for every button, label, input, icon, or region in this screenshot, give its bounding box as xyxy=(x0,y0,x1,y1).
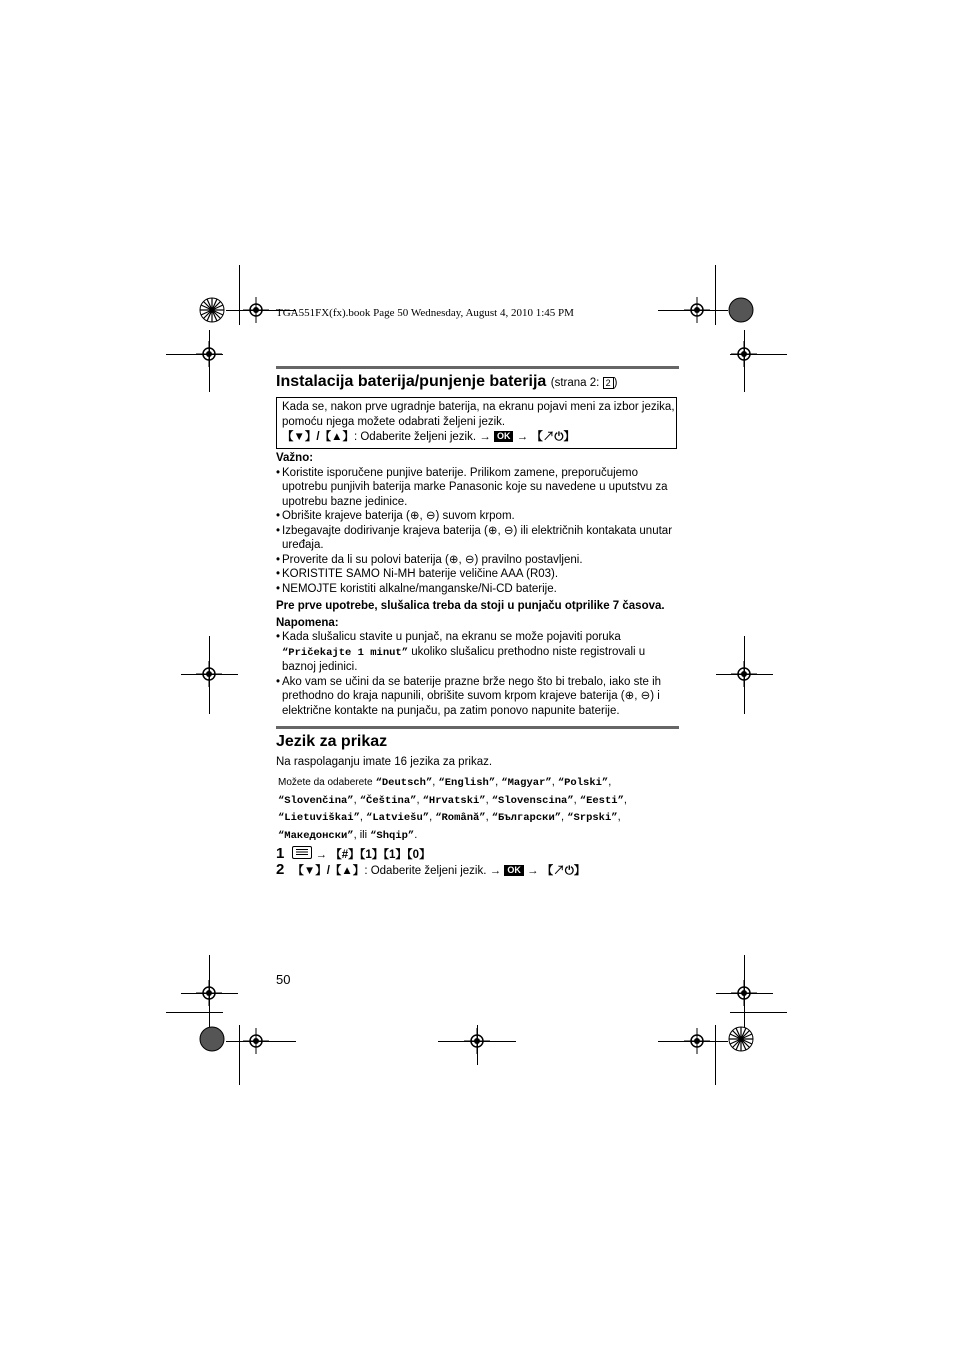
important-list xyxy=(276,466,680,597)
crop-mark xyxy=(730,1012,787,1013)
list-item: • Izbegavajte dodirivanje krajeva baterija (⊕, ⊖) ili električnih kontakata unutar uređaja. xyxy=(276,524,680,553)
crop-mark xyxy=(166,1012,223,1013)
registration-mark-icon xyxy=(731,661,757,687)
registration-mark-icon xyxy=(243,1028,269,1054)
crop-mark xyxy=(239,1025,240,1085)
note-title: Napomena: xyxy=(276,616,339,629)
registration-mark-icon xyxy=(196,661,222,687)
registration-mark-icon xyxy=(731,341,757,367)
section-rule xyxy=(276,726,679,729)
menu-icon xyxy=(292,846,312,859)
grey-target-icon xyxy=(199,1026,225,1052)
intro-text: Na raspolaganju imate 16 jezika za prikaz. xyxy=(276,756,493,768)
language-option: “Deutsch” xyxy=(375,777,433,789)
registration-mark-icon xyxy=(684,297,710,323)
step-2: 2 【▼】/【▲】: Odaberite željeni jezik. → OK → 【↗⏻】 xyxy=(276,861,586,878)
list-item: • KORISTITE SAMO Ni-MH baterije veličine AAA (R03). xyxy=(276,567,680,582)
registration-mark-icon xyxy=(731,980,757,1006)
list-item: • Ako vam se učini da se baterije prazne brže nego što bi trebalo, iako ste ih prethodno do kraja napunili, obrišite suvom krpom krajeve baterija (⊕, ⊖) i električne kontakte na punjaču, pa zatim ponovo napunite baterije. xyxy=(276,675,680,719)
star-target-icon xyxy=(728,1026,754,1052)
language-option: “Čeština” xyxy=(359,794,417,807)
off-key: 【↗⏻】 xyxy=(531,431,575,443)
language-option: “English” xyxy=(438,777,496,789)
crop-mark xyxy=(715,265,716,325)
page-number: 50 xyxy=(276,972,291,987)
language-option: “Lietuviškai” xyxy=(278,812,360,824)
note-list xyxy=(276,630,680,718)
info-box: Kada se, nakon prve ugradnje baterija, na ekranu pojavi meni za izbor jezika, pomoću njega možete odabrati željeni jezik. 【▼】/【▲】: Odaberite željeni jezik. → OK → 【↗⏻】 xyxy=(276,397,677,449)
section-title: Jezik za prikaz xyxy=(276,733,388,750)
language-option: “Hrvatski” xyxy=(422,794,486,807)
print-header: TGA551FX(fx).book Page 50 Wednesday, August 4, 2010 1:45 PM xyxy=(276,307,574,319)
registration-mark-icon xyxy=(243,297,269,323)
grey-target-icon xyxy=(728,297,754,323)
star-target-icon xyxy=(199,297,225,323)
registration-mark-icon xyxy=(196,980,222,1006)
list-item: • NEMOJTE koristiti alkalne/manganske/Ni-CD baterije. xyxy=(276,582,680,597)
language-option: “Srpski” xyxy=(567,812,618,824)
language-option: “Български” xyxy=(491,812,562,824)
ok-key: OK xyxy=(494,431,514,442)
list-item: • Obrišite krajeve baterija (⊕, ⊖) suvom krpom. xyxy=(276,509,680,524)
language-option: “Македонски” xyxy=(278,829,354,842)
language-option: “Latviešu” xyxy=(366,812,430,824)
step-1: 1 → 【#】【1】【1】【0】 xyxy=(276,845,431,862)
language-option: “Eesti” xyxy=(579,794,624,807)
crop-mark xyxy=(239,265,240,325)
list-item: • Proverite da li su polovi baterija (⊕, ⊖) pravilno postavljeni. xyxy=(276,553,680,568)
important-block xyxy=(276,451,680,718)
bold-note: Pre prve upotrebe, slušalica treba da stoji u punjaču otprilike 7 časova. xyxy=(276,600,665,612)
language-option: “Shqip” xyxy=(370,829,415,842)
language-list: Možete da odaberete “Deutsch”, “English”, “Magyar”, “Polski”, “Slovenčina”, “Čeština”, “Hrvatski”, “Slovenscina”, “Eesti”, “Lietuviškai”, “Latviešu”, “Română”, “Български”, “Srpski”, “Македонски”, ili “Shqip”. xyxy=(278,776,627,842)
language-option: “Slovenčina” xyxy=(278,794,354,807)
section-title: Instalacija baterija/punjenje baterija (strana 2: 2 ) xyxy=(276,373,618,390)
list-item: • Koristite isporučene punjive baterije. Prilikom zamene, preporučujemo upotrebu punjivih baterija marke Panasonic koje su navedene u uputstvu za upotrebu bazne jedinice. xyxy=(276,466,680,510)
language-option: “Slovenscina” xyxy=(491,794,574,807)
registration-mark-icon xyxy=(196,341,222,367)
crop-mark xyxy=(715,1025,716,1085)
list-item: • Kada slušalicu stavite u punjač, na ekranu se može pojaviti poruka “Pričekajte 1 minut” ukoliko slušalicu prethodno niste registrovali u baznoj jedinici. xyxy=(276,630,680,675)
section-rule xyxy=(276,366,679,369)
registration-mark-icon xyxy=(464,1028,490,1054)
language-option: “Magyar” xyxy=(501,777,552,789)
registration-mark-icon xyxy=(684,1028,710,1054)
important-title: Važno: xyxy=(276,452,314,464)
language-option: “Română” xyxy=(435,812,486,824)
ok-key: OK xyxy=(504,865,524,876)
language-option: “Polski” xyxy=(557,777,609,789)
off-key: 【↗⏻】 xyxy=(541,865,586,877)
arrow-keys: 【▼】/【▲】 xyxy=(282,431,354,443)
